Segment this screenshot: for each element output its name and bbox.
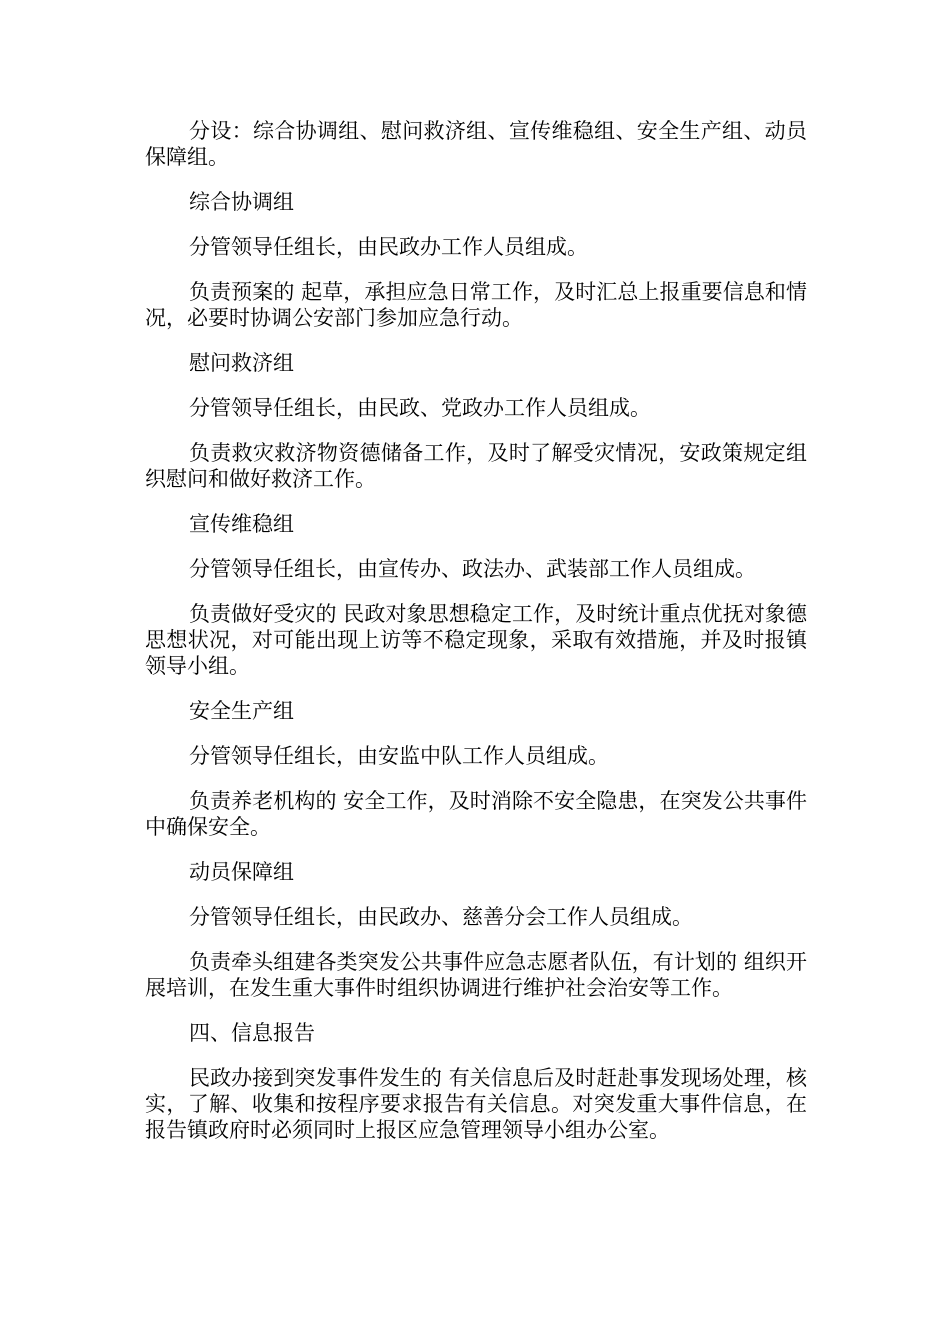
paragraph-groups-intro: 分设：综合协调组、慰问救济组、宣传维稳组、安全生产组、动员保障组。 — [145, 119, 807, 169]
heading-coordination-group: 综合协调组 — [189, 190, 294, 214]
paragraph-coordination-duties: 负责预案的 起草，承担应急日常工作，及时汇总上报重要信息和情况，必要时协调公安部门参加应急行动。 — [145, 280, 807, 330]
heading-information-report: 四、信息报告 — [189, 1021, 315, 1045]
heading-mobilization-group: 动员保障组 — [189, 860, 294, 884]
paragraph-relief-duties: 负责救灾救济物资德储备工作，及时了解受灾情况，安政策规定组织慰问和做好救济工作。 — [145, 441, 807, 491]
paragraph-mobilization-leader: 分管领导任组长，由民政办、慈善分会工作人员组成。 — [189, 905, 693, 929]
heading-relief-group: 慰问救济组 — [189, 351, 294, 375]
paragraph-relief-leader: 分管领导任组长，由民政、党政办工作人员组成。 — [189, 396, 651, 420]
paragraph-publicity-duties: 负责做好受灾的 民政对象思想稳定工作，及时统计重点优抚对象德思想状况，对可能出现上访等不稳定现象，采取有效措施，并及时报镇领导小组。 — [145, 602, 807, 678]
heading-safety-group: 安全生产组 — [189, 699, 294, 723]
heading-publicity-group: 宣传维稳组 — [189, 512, 294, 536]
paragraph-safety-duties: 负责养老机构的 安全工作，及时消除不安全隐患，在突发公共事件中确保安全。 — [145, 789, 807, 839]
paragraph-publicity-leader: 分管领导任组长，由宣传办、政法办、武装部工作人员组成。 — [189, 557, 756, 581]
paragraph-information-report: 民政办接到突发事件发生的 有关信息后及时赶赴事发现场处理，核实，了解、收集和按程序要求报告有关信息。对突发重大事件信息，在报告镇政府时必须同时上报区应急管理领导小组办公室。 — [145, 1066, 807, 1142]
paragraph-mobilization-duties: 负责牵头组建各类突发公共事件应急志愿者队伍，有计划的 组织开展培训，在发生重大事件时组织协调进行维护社会治安等工作。 — [145, 950, 807, 1000]
document-body — [145, 118, 807, 1162]
paragraph-safety-leader: 分管领导任组长，由安监中队工作人员组成。 — [189, 744, 609, 768]
paragraph-coordination-leader: 分管领导任组长，由民政办工作人员组成。 — [189, 235, 588, 259]
